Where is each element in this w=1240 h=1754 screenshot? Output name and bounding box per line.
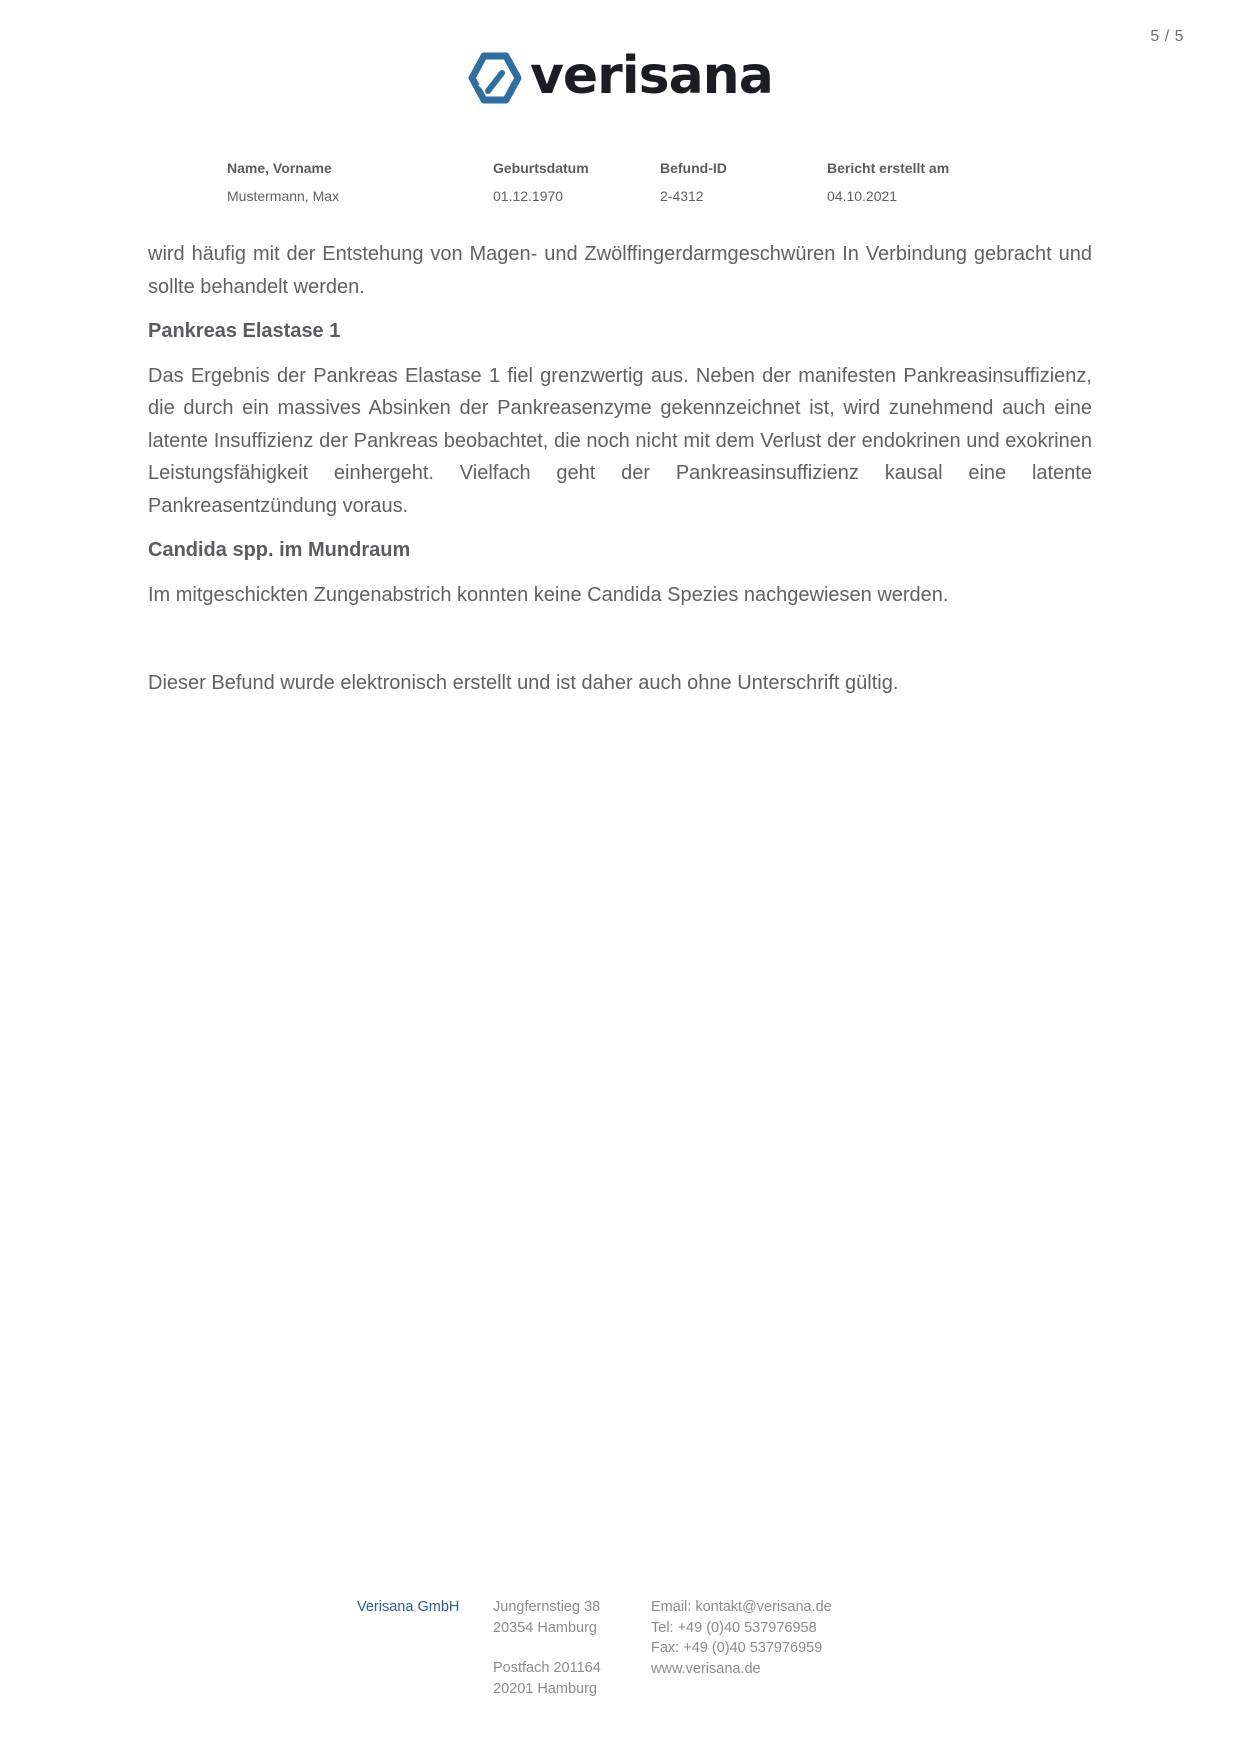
birthdate-column (493, 160, 589, 204)
footer-contact (651, 1597, 832, 1679)
report-date-column (827, 160, 949, 204)
page-number: 5 / 5 (1150, 28, 1184, 45)
report-id-column (660, 160, 727, 204)
footer-po-city: 20201 Hamburg (493, 1680, 597, 1697)
footer-gap (493, 1638, 601, 1658)
name-header: Name, Vorname (227, 160, 332, 176)
report-date-value: 04.10.2021 (827, 188, 898, 204)
footer-city: 20354 Hamburg (493, 1619, 597, 1636)
name-value: Mustermann, Max (227, 188, 340, 204)
section-heading-candida: Candida spp. im Mundraum (148, 539, 411, 561)
section-heading-pankreas: Pankreas Elastase 1 (148, 320, 341, 342)
section-text-candida: Im mitgeschickten Zungenabstrich konnten keine Candida Spezies nachgewiesen werden. (148, 583, 949, 606)
footer-street: Jungfernstieg 38 (493, 1599, 601, 1615)
intro-paragraph: wird häufig mit der Entstehung von Magen- und Zwölffingerdarmgeschwüren In Verbindung gebracht und sollte behandelt werden. (148, 243, 1092, 298)
footer-web[interactable]: www.verisana.de (651, 1660, 761, 1677)
report-date-header: Bericht erstellt am (827, 160, 950, 176)
birthdate-value: 01.12.1970 (493, 188, 564, 204)
report-id-header: Befund-ID (660, 160, 727, 176)
footer-address (493, 1597, 601, 1699)
birthdate-header: Geburtsdatum (493, 160, 589, 176)
report-body (148, 238, 1092, 712)
footer-po-box: Postfach 201164 (493, 1660, 601, 1676)
company-logo (466, 48, 773, 110)
patient-name-column (227, 160, 339, 204)
closing-note: Dieser Befund wurde elektronisch erstellt und ist daher auch ohne Unterschrift gültig. (148, 672, 899, 694)
verisana-hexagon-logo-icon (466, 51, 522, 107)
footer-company: Verisana GmbH (357, 1599, 460, 1615)
report-id-value: 2-4312 (660, 188, 704, 204)
footer-email[interactable]: Email: kontakt@verisana.de (651, 1599, 832, 1615)
footer-fax: Fax: +49 (0)40 537976959 (651, 1640, 823, 1656)
logo-text: verisana (530, 46, 773, 106)
spacer (148, 623, 1092, 667)
footer-tel: Tel: +49 (0)40 537976958 (651, 1619, 817, 1636)
section-text-pankreas: Das Ergebnis der Pankreas Elastase 1 fiel grenzwertig aus. Neben der manifesten Pankreasinsuffizienz, die durch ein massives Absinken der Pankreasenzyme gekennzeichnet ist, wird zunehmend auch eine latente Insuffizienz der Pankreas beobachtet, die noch nicht mit dem Verlust der endokrinen und exokrinen Leistungsfähigkeit einhergeht. Vielfach geht der Pankreasinsuffizienz kausal eine latente Pankreasentzündung voraus. (148, 364, 1092, 517)
